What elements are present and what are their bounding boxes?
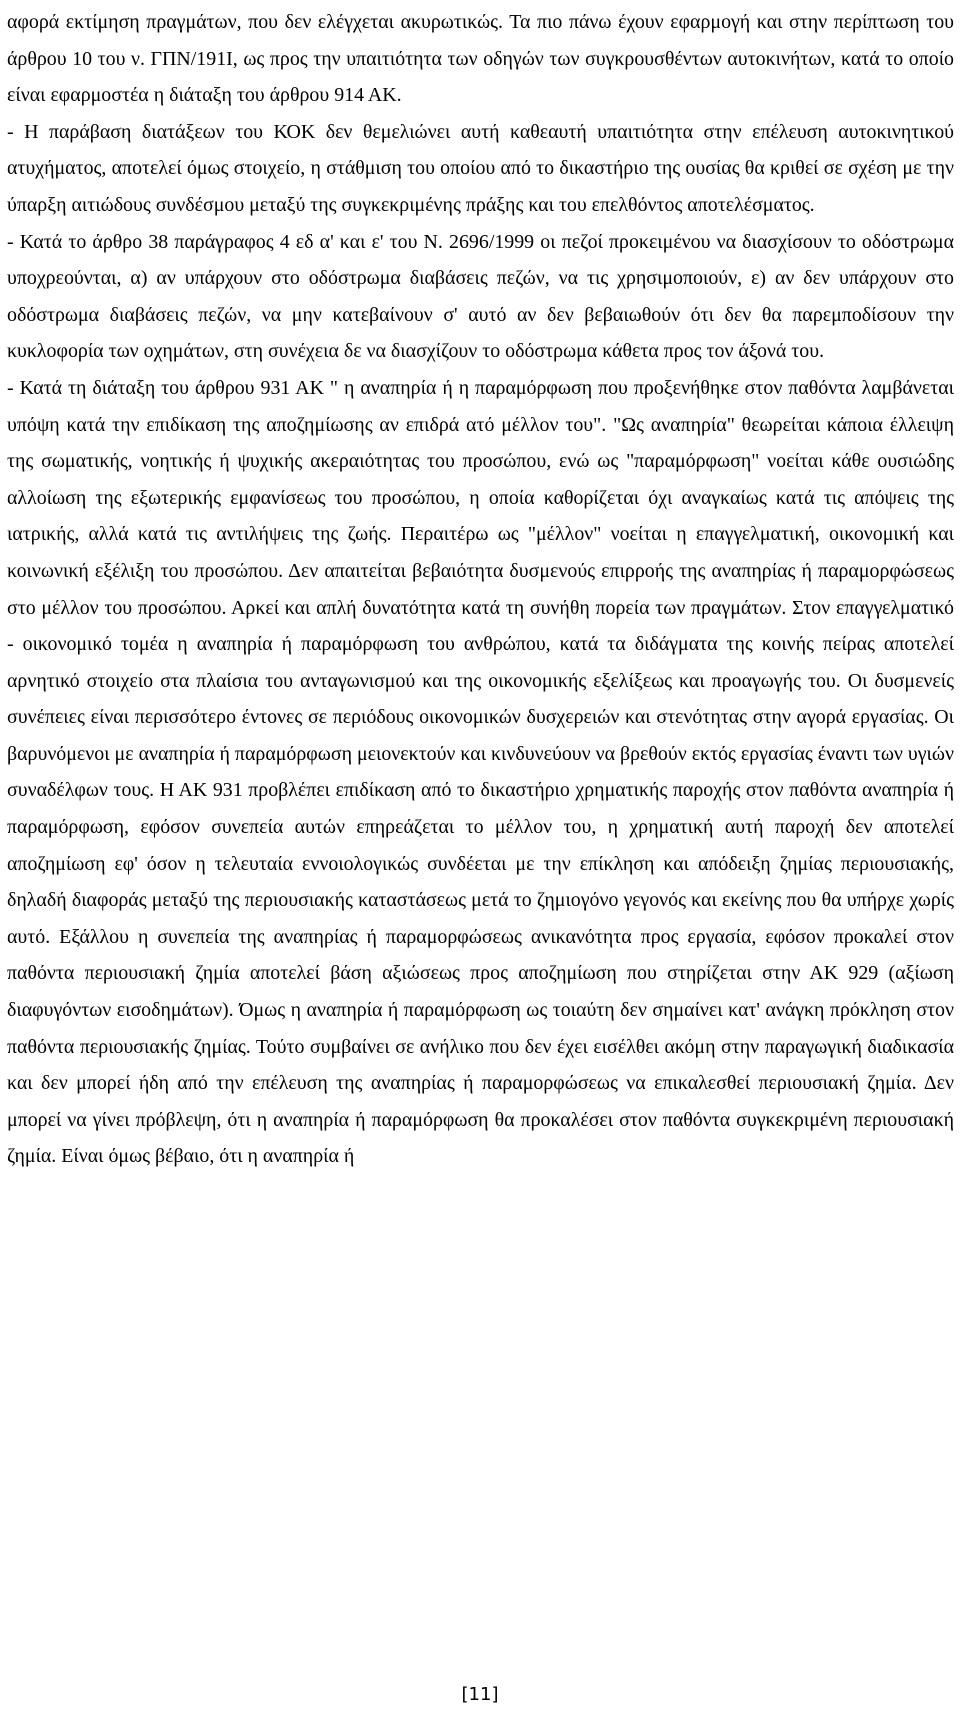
- document-body: [7, 4, 954, 1175]
- paragraph-1: αφορά εκτίμηση πραγμάτων, που δεν ελέγχεται ακυρωτικώς. Τα πιο πάνω έχουν εφαρμογή και στην περίπτωση του άρθρου 10 του ν. ΓΠΝ/191Ι, ως προς την υπαιτιότητα των οδηγών των συγκρουσθέντων αυτοκινήτων, κατά το οποίο είναι εφαρμοστέα η διάταξη του άρθρου 914 ΑΚ.: [7, 11, 954, 107]
- page-number: [11]: [461, 1684, 499, 1705]
- paragraph-2: - Η παράβαση διατάξεων του ΚΟΚ δεν θεμελιώνει αυτή καθεαυτή υπαιτιότητα στην επέλευση αυτοκινητικού ατυχήματος, αποτελεί όμως στοιχείο, η στάθμιση του οποίου από το δικαστήριο της ουσίας θα κριθεί σε σχέση με την ύπαρξη αιτιώδους συνδέσμου μεταξύ της συγκεκριμένης πράξης και του επελθόντος αποτελέσματος.: [7, 120, 954, 216]
- paragraph-4: - Κατά τη διάταξη του άρθρου 931 ΑΚ " η αναπηρία ή η παραμόρφωση που προξενήθηκε στον παθόντα λαμβάνεται υπόψη κατά την επιδίκαση της αποζημίωσης αν επιδρά ατό μέλλον του". "Ως αναπηρία" θεωρείται κάποια έλλειψη της σωματικής, νοητικής ή ψυχικής ακεραιότητας του προσώπου, ενώ ως "παραμόρφωση" νοείται κάθε ουσιώδης αλλοίωση της εξωτερικής εμφανίσεως του προσώπου, η οποία καθορίζεται όχι αναγκαίως κατά τις απόψεις της ιατρικής, αλλά κατά τις αντιλήψεις της ζωής. Περαιτέρω ως "μέλλον" νοείται η επαγγελματική, οικονομική και κοινωνική εξέλιξη του προσώπου. Δεν απαιτείται βεβαιότητα δυσμενούς επιρροής της αναπηρίας ή παραμορφώσεως στο μέλλον του προσώπου. Αρκεί και απλή δυνατότητα κατά τη συνήθη πορεία των πραγμάτων. Στον επαγγελματικό - οικονομικό τομέα η αναπηρία ή παραμόρφωση του ανθρώπου, κατά τα διδάγματα της κοινής πείρας αποτελεί αρνητικό στοιχείο στα πλαίσια του ανταγωνισμού και της οικονομικής εξελίξεως και προαγωγής του. Οι δυσμενείς συνέπειες είναι περισσότερο έντονες σε περιόδους οικονομικών δυσχερειών και στενότητας στην αγορά εργασίας. Οι βαρυνόμενοι με αναπηρία ή παραμόρφωση μειονεκτούν και κινδυνεύουν να βρεθούν εκτός εργασίας έναντι των υγιών συναδέλφων τους. Η ΑΚ 931 προβλέπει επιδίκαση από το δικαστήριο χρηματικής παροχής στον παθόντα αναπηρία ή παραμόρφωση, εφόσον συνεπεία αυτών επηρεάζεται το μέλλον του, η χρηματική αυτή παροχή δεν αποτελεί αποζημίωση εφ' όσον η τελευταία εννοιολογικώς συνδέεται με την επίκληση και απόδειξη ζημίας περιουσιακής, δηλαδή διαφοράς μεταξύ της περιουσιακής καταστάσεως μετά το ζημιογόνο γεγονός και εκείνης που θα υπήρχε χωρίς αυτό. Εξάλλου η συνεπεία της αναπηρίας ή παραμορφώσεως ανικανότητα προς εργασία, εφόσον προκαλεί στον παθόντα περιουσιακή ζημία αποτελεί βάση αξιώσεως προς αποζημίωση που στηρίζεται στην ΑΚ 929 (αξίωση διαφυγόντων εισοδημάτων). Όμως η αναπηρία ή παραμόρφωση ως τοιαύτη δεν σημαίνει κατ' ανάγκη πρόκληση στον παθόντα περιουσιακής ζημίας. Τούτο συμβαίνει σε ανήλικο που δεν έχει εισέλθει ακόμη στην παραγωγική διαδικασία και δεν μπορεί ήδη από την επέλευση της αναπηρίας ή παραμορφώσεως να επικαλεσθεί περιουσιακή ζημία. Δεν μπορεί να γίνει πρόβλεψη, ότι η αναπηρία ή παραμόρφωση θα προκαλέσει στον παθόντα συγκεκριμένη περιουσιακή ζημία. Είναι όμως βέβαιο, ότι η αναπηρία ή: [7, 376, 954, 1168]
- paragraph-3: - Κατά το άρθρο 38 παράγραφος 4 εδ α' και ε' του Ν. 2696/1999 οι πεζοί προκειμένου να διασχίσουν το οδόστρωμα υποχρεούνται, α) αν υπάρχουν στο οδόστρωμα διαβάσεις πεζών, να τις χρησιμοποιούν, ε) αν δεν υπάρχουν στο οδόστρωμα διαβάσεις πεζών, να μην κατεβαίνουν σ' αυτό αν δεν βεβαιωθούν ότι δεν θα παρεμποδίσουν την κυκλοφορία των οχημάτων, στη συνέχεια δε να διασχίζουν το οδόστρωμα κάθετα προς τον άξονά του.: [7, 230, 954, 363]
